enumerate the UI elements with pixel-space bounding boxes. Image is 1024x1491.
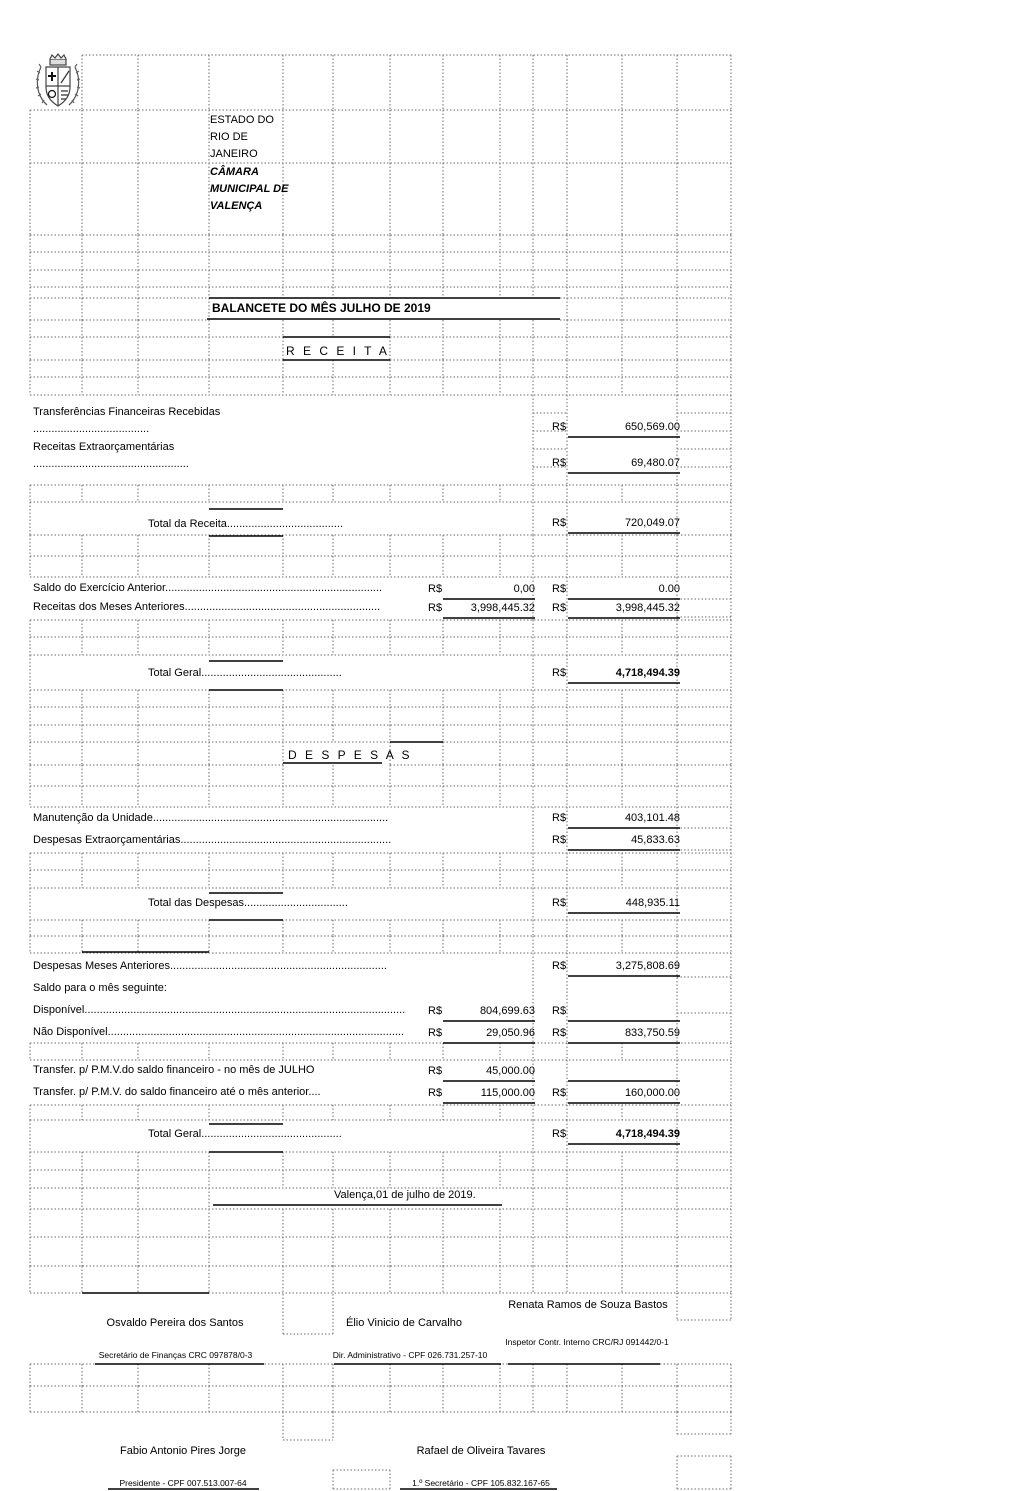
- disponivel-mes: [428, 1004, 535, 1018]
- amount: 0,00: [513, 583, 535, 595]
- currency-symbol: R$: [552, 812, 567, 824]
- amount: 650,569.00: [624, 421, 680, 433]
- amount: 833,750.59: [624, 1027, 680, 1039]
- nao-disponivel-mes: [428, 1026, 535, 1040]
- amount: 45,833.63: [631, 834, 680, 846]
- receita-section-title: R E C E I T A: [286, 344, 390, 358]
- currency-symbol: R$: [552, 457, 567, 469]
- signature-role: Presidente - CPF 007.513.007-64: [119, 1478, 247, 1488]
- currency-symbol: R$: [552, 1087, 567, 1099]
- saldo-mes-seguinte-label: Saldo para o mês seguinte:: [33, 982, 167, 994]
- signature-role: Dir. Administrativo - CPF 026.731.257-10: [332, 1350, 488, 1360]
- despesas-meses-anteriores-label: Despesas Meses Anteriores.......................................................................: [33, 960, 387, 972]
- saldo-exercicio-anterior-label: Saldo do Exercício Anterior.......................................................................: [33, 582, 383, 594]
- transferencias-value: [552, 420, 680, 434]
- total-despesas-label: Total das Despesas..................................: [148, 897, 348, 909]
- signature-role: Secretário de Finanças CRC 097878/0-3: [98, 1350, 253, 1360]
- currency-symbol: R$: [552, 1005, 567, 1017]
- currency-symbol: R$: [428, 583, 443, 595]
- amount: 0.00: [658, 583, 680, 595]
- transferencia-pmv-mes-label: Transfer. p/ P.M.V.do saldo financeiro - no mês de JULHO: [33, 1064, 315, 1076]
- despesas-meses-anteriores-value: [552, 959, 680, 973]
- date-line: Valença,01 de julho de 2019.: [334, 1189, 476, 1201]
- disponivel-label: Disponível.........................................................................................................: [33, 1004, 406, 1016]
- currency-symbol: R$: [552, 960, 567, 972]
- amount: 448,935.11: [625, 897, 680, 909]
- signature-role: 1.º Secretário - CPF 105.832.167-65: [412, 1478, 550, 1488]
- currency-symbol: R$: [428, 1027, 443, 1039]
- transferencia-pmv-mes-value: [428, 1064, 535, 1078]
- amount: 29,050.96: [486, 1027, 535, 1039]
- signature-name: Rafael de Oliveira Tavares: [416, 1445, 546, 1457]
- total-despesas-value: [552, 896, 680, 910]
- signature-role: Inspetor Contr. Interno CRC/RJ 091442/0-1: [505, 1337, 669, 1347]
- amount: 69,480.07: [631, 457, 680, 469]
- transferencia-pmv-anterior-label: Transfer. p/ P.M.V. do saldo financeiro até o mês anterior....: [33, 1086, 321, 1098]
- total-geral-despesas-label: Total Geral..............................................: [148, 1128, 342, 1140]
- currency-symbol: R$: [552, 667, 567, 679]
- amount: 160,000.00: [624, 1087, 680, 1099]
- transferencia-pmv-anterior-acumulado: [552, 1086, 680, 1100]
- currency-symbol: R$: [552, 602, 567, 614]
- despesas-section-title: D E S P E S A S: [288, 748, 412, 762]
- amount: 403,101.48: [624, 812, 680, 824]
- currency-symbol: R$: [552, 897, 567, 909]
- currency-symbol: R$: [428, 602, 443, 614]
- amount: 3,275,808.69: [615, 960, 680, 972]
- document-title: BALANCETE DO MÊS JULHO DE 2019: [212, 301, 431, 315]
- receitas-meses-anteriores-label: Receitas dos Meses Anteriores................................................................: [33, 601, 381, 613]
- amount: 115,000.00: [480, 1087, 535, 1099]
- signature-name: Élio Vinicio de Carvalho: [346, 1317, 462, 1329]
- receitas-extraorcamentarias-label: Receitas Extraorçamentárias: [33, 441, 175, 453]
- saldo-exercicio-anterior-acumulado: [552, 582, 680, 596]
- total-geral-receita-value: [552, 666, 680, 680]
- receitas-meses-anteriores-acumulado: [552, 601, 680, 615]
- receitas-meses-anteriores-mes: [428, 601, 535, 615]
- amount: 3,998,445.32: [615, 602, 680, 614]
- total-geral-despesas-value: [552, 1127, 680, 1141]
- amount: 3,998,445.32: [470, 602, 535, 614]
- total-receita-label: Total da Receita......................................: [148, 518, 344, 530]
- amount: 720,049.07: [624, 517, 680, 529]
- signature-name: Renata Ramos de Souza Bastos: [508, 1299, 668, 1311]
- amount: 4,718,494.39: [615, 667, 680, 679]
- transferencia-pmv-anterior-mes: [428, 1086, 535, 1100]
- amount: 4,718,494.39: [615, 1128, 680, 1140]
- despesas-extraorcamentarias-label: Despesas Extraorçamentárias.....................................................................: [33, 834, 392, 846]
- manutencao-label: Manutenção da Unidade.............................................................................: [33, 812, 389, 824]
- disponivel-acumulado: [552, 1004, 680, 1018]
- transferencias-dots: ......................................: [33, 423, 150, 435]
- state-name: ESTADO DO RIO DE JANEIRO: [210, 114, 274, 160]
- currency-symbol: R$: [552, 583, 567, 595]
- nao-disponivel-label: Não Disponível.................................................................................................: [33, 1026, 405, 1038]
- currency-symbol: R$: [552, 1027, 567, 1039]
- currency-symbol: R$: [552, 1128, 567, 1140]
- saldo-exercicio-anterior-mes: [428, 582, 535, 596]
- amount: 45,000.00: [486, 1065, 535, 1077]
- signature-name: Osvaldo Pereira dos Santos: [106, 1317, 244, 1329]
- currency-symbol: R$: [428, 1087, 443, 1099]
- total-receita-value: [552, 516, 680, 530]
- org-name: CÂMARA MUNICIPAL DE VALENÇA: [210, 166, 289, 212]
- receitas-extraorcamentarias-dots: ...................................................: [33, 458, 189, 470]
- currency-symbol: R$: [428, 1065, 443, 1077]
- municipal-coat-of-arms-icon: [33, 53, 83, 113]
- currency-symbol: R$: [552, 834, 567, 846]
- transferencias-label: Transferências Financeiras Recebidas: [33, 406, 221, 418]
- manutencao-value: [552, 811, 680, 825]
- signature-name: Fabio Antonio Pires Jorge: [120, 1445, 246, 1457]
- currency-symbol: R$: [428, 1005, 443, 1017]
- amount: 804,699.63: [479, 1005, 535, 1017]
- despesas-extraorcamentarias-value: [552, 833, 680, 847]
- currency-symbol: R$: [552, 517, 567, 529]
- total-geral-receita-label: Total Geral..............................................: [148, 667, 342, 679]
- currency-symbol: R$: [552, 421, 567, 433]
- receitas-extraorcamentarias-value: [552, 456, 680, 470]
- nao-disponivel-acumulado: [552, 1026, 680, 1040]
